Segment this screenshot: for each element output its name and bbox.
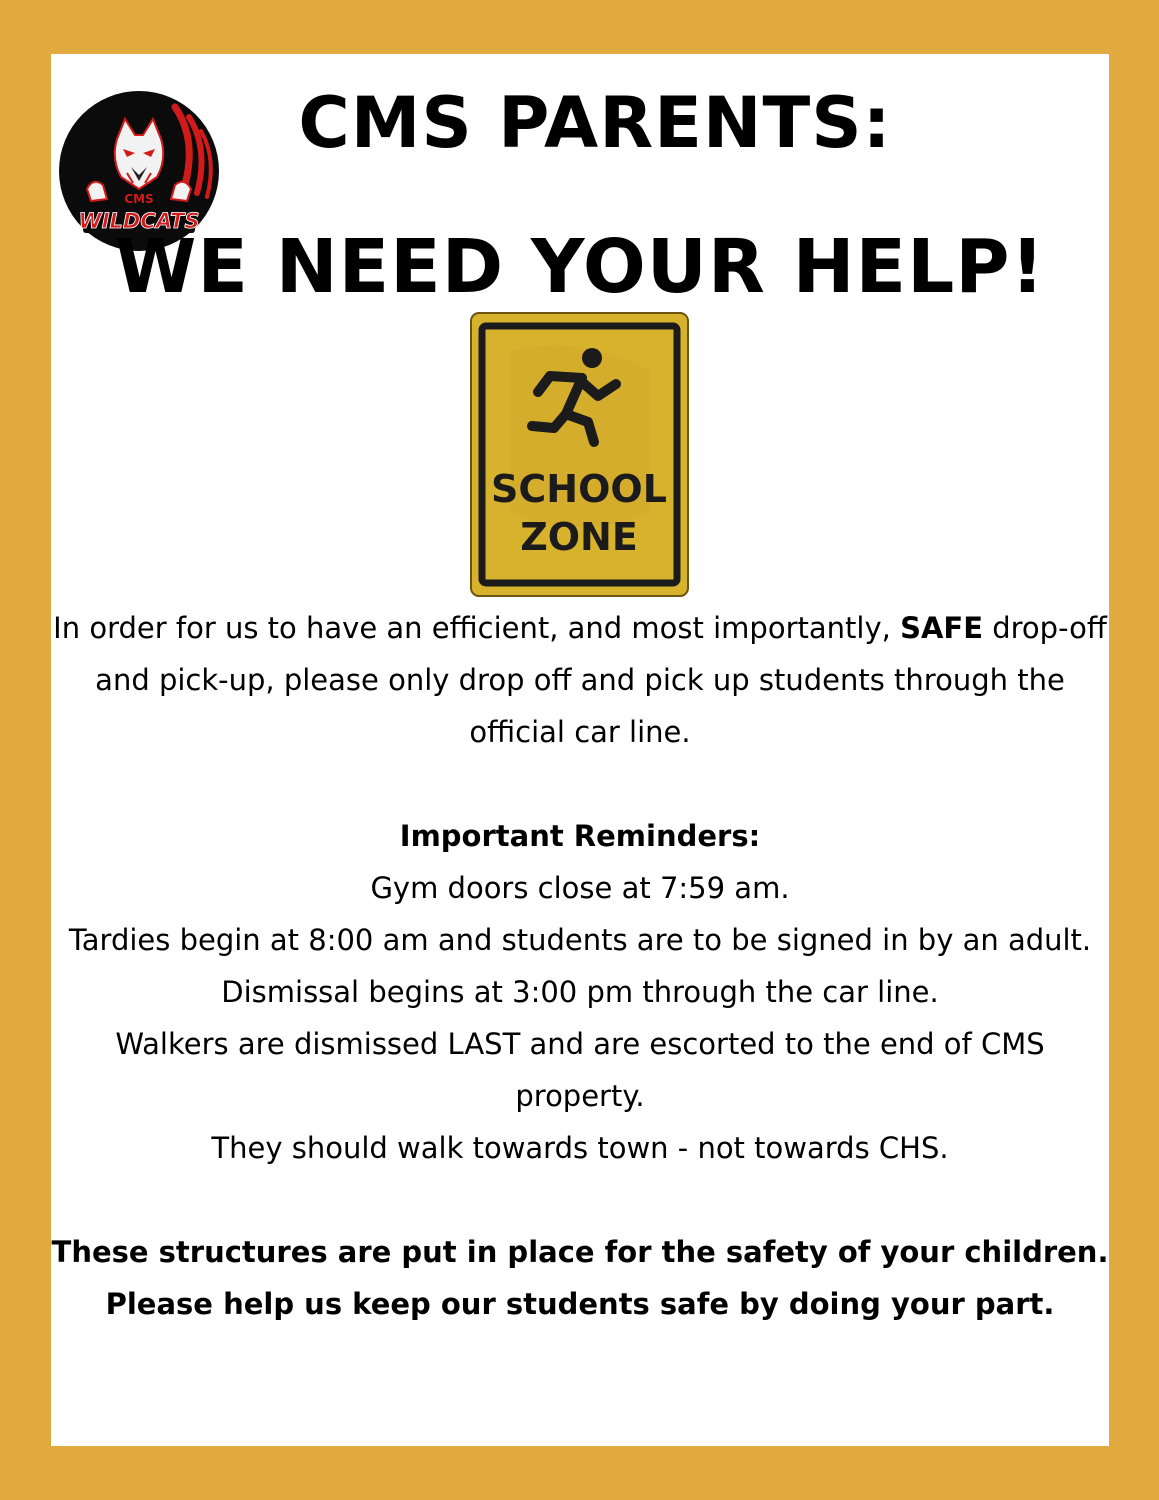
- flyer-page: [51, 54, 1109, 1446]
- reminder-item: Walkers are dismissed LAST and are escorted to the end of CMS property.: [115, 1027, 1045, 1113]
- sign-line-1: SCHOOL: [491, 467, 667, 511]
- reminder-item: Dismissal begins at 3:00 pm through the car line.: [221, 975, 939, 1009]
- intro-text-after: drop-off and pick-up, please only drop off and pick up students through the official car line.: [95, 611, 1107, 749]
- reminders-heading: Important Reminders:: [399, 819, 761, 853]
- reminder-item: Tardies begin at 8:00 am and students are to be signed in by an adult.: [68, 923, 1092, 957]
- logo-cms-text: CMS: [124, 192, 154, 206]
- closing-line-1: These structures are put in place for the safety of your children.: [51, 1235, 1109, 1269]
- reminder-item: Gym doors close at 7:59 am.: [370, 871, 790, 905]
- closing-line-2: Please help us keep our students safe by doing your part.: [105, 1287, 1055, 1321]
- intro-emphasis: SAFE: [900, 611, 984, 645]
- reminder-item: They should walk towards town - not towards CHS.: [211, 1131, 949, 1165]
- intro-paragraph: [51, 602, 1109, 758]
- flyer-body: [51, 602, 1109, 1330]
- title-line-2: WE NEED YOUR HELP!: [114, 224, 1046, 310]
- intro-text-before: In order for us to have an efficient, and most importantly,: [53, 611, 901, 645]
- title-line-1: CMS PARENTS:: [298, 82, 892, 164]
- sign-line-2: ZONE: [520, 515, 638, 559]
- logo-wildcats-text: WILDCATS: [78, 209, 200, 233]
- school-zone-sign: [470, 312, 689, 597]
